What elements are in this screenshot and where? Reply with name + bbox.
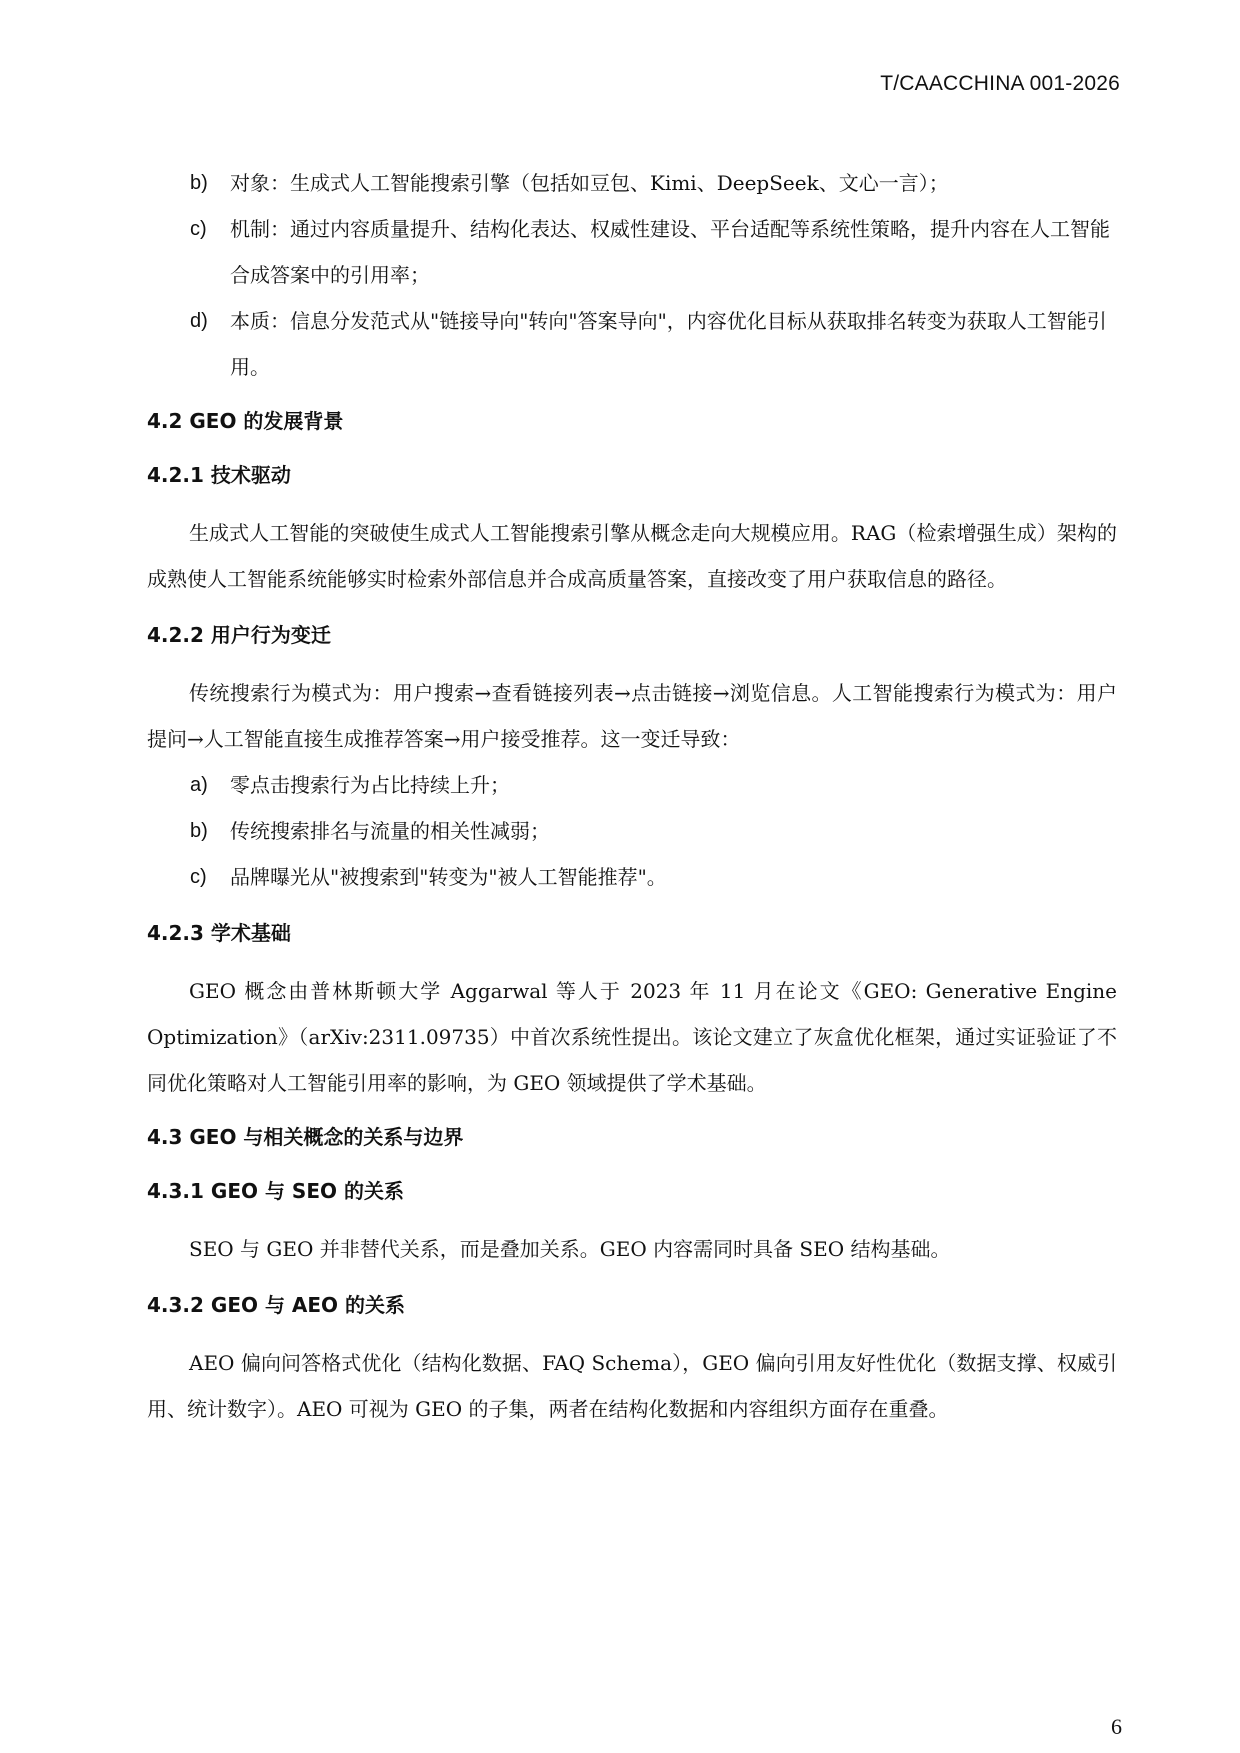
section-heading-4-2: 4.2 GEO 的发展背景 bbox=[147, 409, 344, 433]
list-item bbox=[147, 808, 1117, 854]
list-item-text: 传统搜索排名与流量的相关性减弱； bbox=[230, 819, 550, 843]
list-item bbox=[147, 854, 1117, 900]
list-item-text: 零点击搜索行为占比持续上升； bbox=[230, 773, 510, 797]
paragraph-geo-aeo: AEO 偏向问答格式优化（结构化数据、FAQ Schema），GEO 偏向引用友好性优化（数据支撑、权威引用、统计数字）。AEO 可视为 GEO 的子集，两者在结构化数据和内容组织方面存在重叠。 bbox=[147, 1351, 1117, 1421]
list-item bbox=[147, 160, 1117, 206]
document-body bbox=[147, 160, 1117, 1432]
list-item bbox=[147, 298, 1117, 390]
document-code-header: T/CAACCHINA 001-2026 bbox=[880, 72, 1120, 95]
page-number: 6 bbox=[1111, 1714, 1122, 1739]
list-marker: b) bbox=[190, 172, 208, 194]
paragraph-geo-seo: SEO 与 GEO 并非替代关系，而是叠加关系。GEO 内容需同时具备 SEO 结构基础。 bbox=[189, 1237, 951, 1261]
list-item-text: 本质：信息分发范式从"链接导向"转向"答案导向"，内容优化目标从获取排名转变为获取人工智能引用。 bbox=[230, 309, 1107, 379]
list-marker: b) bbox=[190, 820, 208, 842]
list-marker: d) bbox=[190, 310, 208, 332]
section-heading-4-3-1: 4.3.1 GEO 与 SEO 的关系 bbox=[147, 1179, 404, 1203]
section-heading-4-3: 4.3 GEO 与相关概念的关系与边界 bbox=[147, 1125, 464, 1149]
list-marker: c) bbox=[190, 218, 207, 240]
list-item-text: 品牌曝光从"被搜索到"转变为"被人工智能推荐"。 bbox=[230, 865, 667, 889]
section-heading-4-3-2: 4.3.2 GEO 与 AEO 的关系 bbox=[147, 1293, 406, 1317]
list-item-text: 机制：通过内容质量提升、结构化表达、权威性建设、平台适配等系统性策略，提升内容在人工智能合成答案中的引用率； bbox=[230, 217, 1110, 287]
list-item bbox=[147, 762, 1117, 808]
section-heading-4-2-3: 4.2.3 学术基础 bbox=[147, 921, 291, 945]
list-marker: a) bbox=[190, 774, 208, 796]
list-item-text: 对象：生成式人工智能搜索引擎（包括如豆包、Kimi、DeepSeek、文心一言）； bbox=[230, 171, 949, 195]
section-heading-4-2-1: 4.2.1 技术驱动 bbox=[147, 463, 291, 487]
paragraph-tech-drive: 生成式人工智能的突破使生成式人工智能搜索引擎从概念走向大规模应用。RAG（检索增强生成）架构的成熟使人工智能系统能够实时检索外部信息并合成高质量答案，直接改变了用户获取信息的路径。 bbox=[147, 521, 1117, 591]
paragraph-user-behavior: 传统搜索行为模式为：用户搜索→查看链接列表→点击链接→浏览信息。人工智能搜索行为模式为：用户提问→人工智能直接生成推荐答案→用户接受推荐。这一变迁导致： bbox=[147, 681, 1117, 751]
section-heading-4-2-2: 4.2.2 用户行为变迁 bbox=[147, 623, 331, 647]
list-marker: c) bbox=[190, 866, 207, 888]
paragraph-academic-basis: GEO 概念由普林斯顿大学 Aggarwal 等人于 2023 年 11 月在论文《GEO: Generative Engine Optimization》（arXiv:2311.09735）中首次系统性提出。该论文建立了灰盒优化框架，通过实证验证了不同优化策略对人工智能引用率的影响，为 GEO 领域提供了学术基础。 bbox=[147, 979, 1117, 1095]
list-item bbox=[147, 206, 1117, 298]
